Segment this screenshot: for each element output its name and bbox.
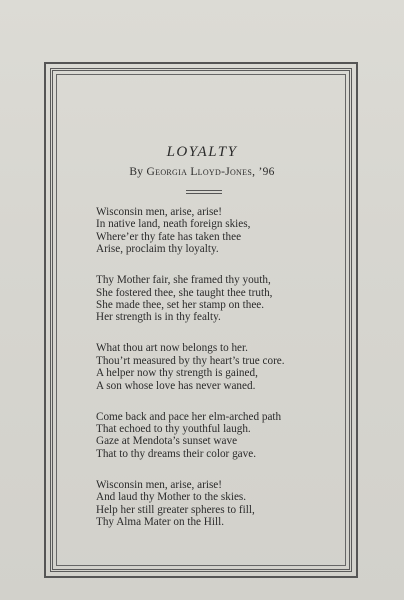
byline <box>0 166 404 178</box>
poem-line: A helper now thy strength is gained, <box>96 367 258 380</box>
stanza <box>96 206 346 256</box>
byline-prefix: By <box>129 166 144 178</box>
stanza <box>96 274 346 324</box>
poem-line: That to thy dreams their color gave. <box>96 447 256 460</box>
poem-line: Thy Mother fair, she framed thy youth, <box>96 274 271 287</box>
poem-body <box>96 206 346 547</box>
poem-line: A son whose love has never waned. <box>96 379 256 392</box>
poem-line: Gaze at Mendota’s sunset wave <box>96 435 238 448</box>
poem-line: She made thee, set her stamp on thee. <box>96 299 265 312</box>
author-name: Georgia Lloyd-Jones, <box>146 166 256 178</box>
poem-line: Help her still greater spheres to fill, <box>96 503 255 516</box>
poem-line: And laud thy Mother to the skies. <box>96 491 247 504</box>
poem-line: Arise, proclaim thy loyalty. <box>96 243 219 256</box>
class-year: ’96 <box>258 166 275 178</box>
poem-line: Her strength is in thy fealty. <box>96 311 221 324</box>
poem-line: Wisconsin men, arise, arise! <box>96 206 222 218</box>
poem-line: That echoed to thy youthful laugh. <box>96 423 251 436</box>
poem-line: Wisconsin men, arise, arise! <box>96 478 222 491</box>
stanza <box>96 479 346 529</box>
poem-line: Thou’rt measured by thy heart’s true core. <box>96 354 285 367</box>
title-divider <box>186 190 222 194</box>
poem-line: Come back and pace her elm-arched path <box>96 410 282 423</box>
poem-line: Where’er thy fate has taken thee <box>96 230 242 243</box>
poem-line: What thou art now belongs to her. <box>96 342 248 355</box>
stanza <box>96 342 346 392</box>
stanza <box>96 411 346 461</box>
poem-line: She fostered thee, she taught thee truth, <box>96 286 273 299</box>
poem-line: In native land, neath foreign skies, <box>96 218 251 231</box>
poem-title: LOYALTY <box>166 144 238 160</box>
poem-line: Thy Alma Mater on the Hill. <box>96 516 225 529</box>
